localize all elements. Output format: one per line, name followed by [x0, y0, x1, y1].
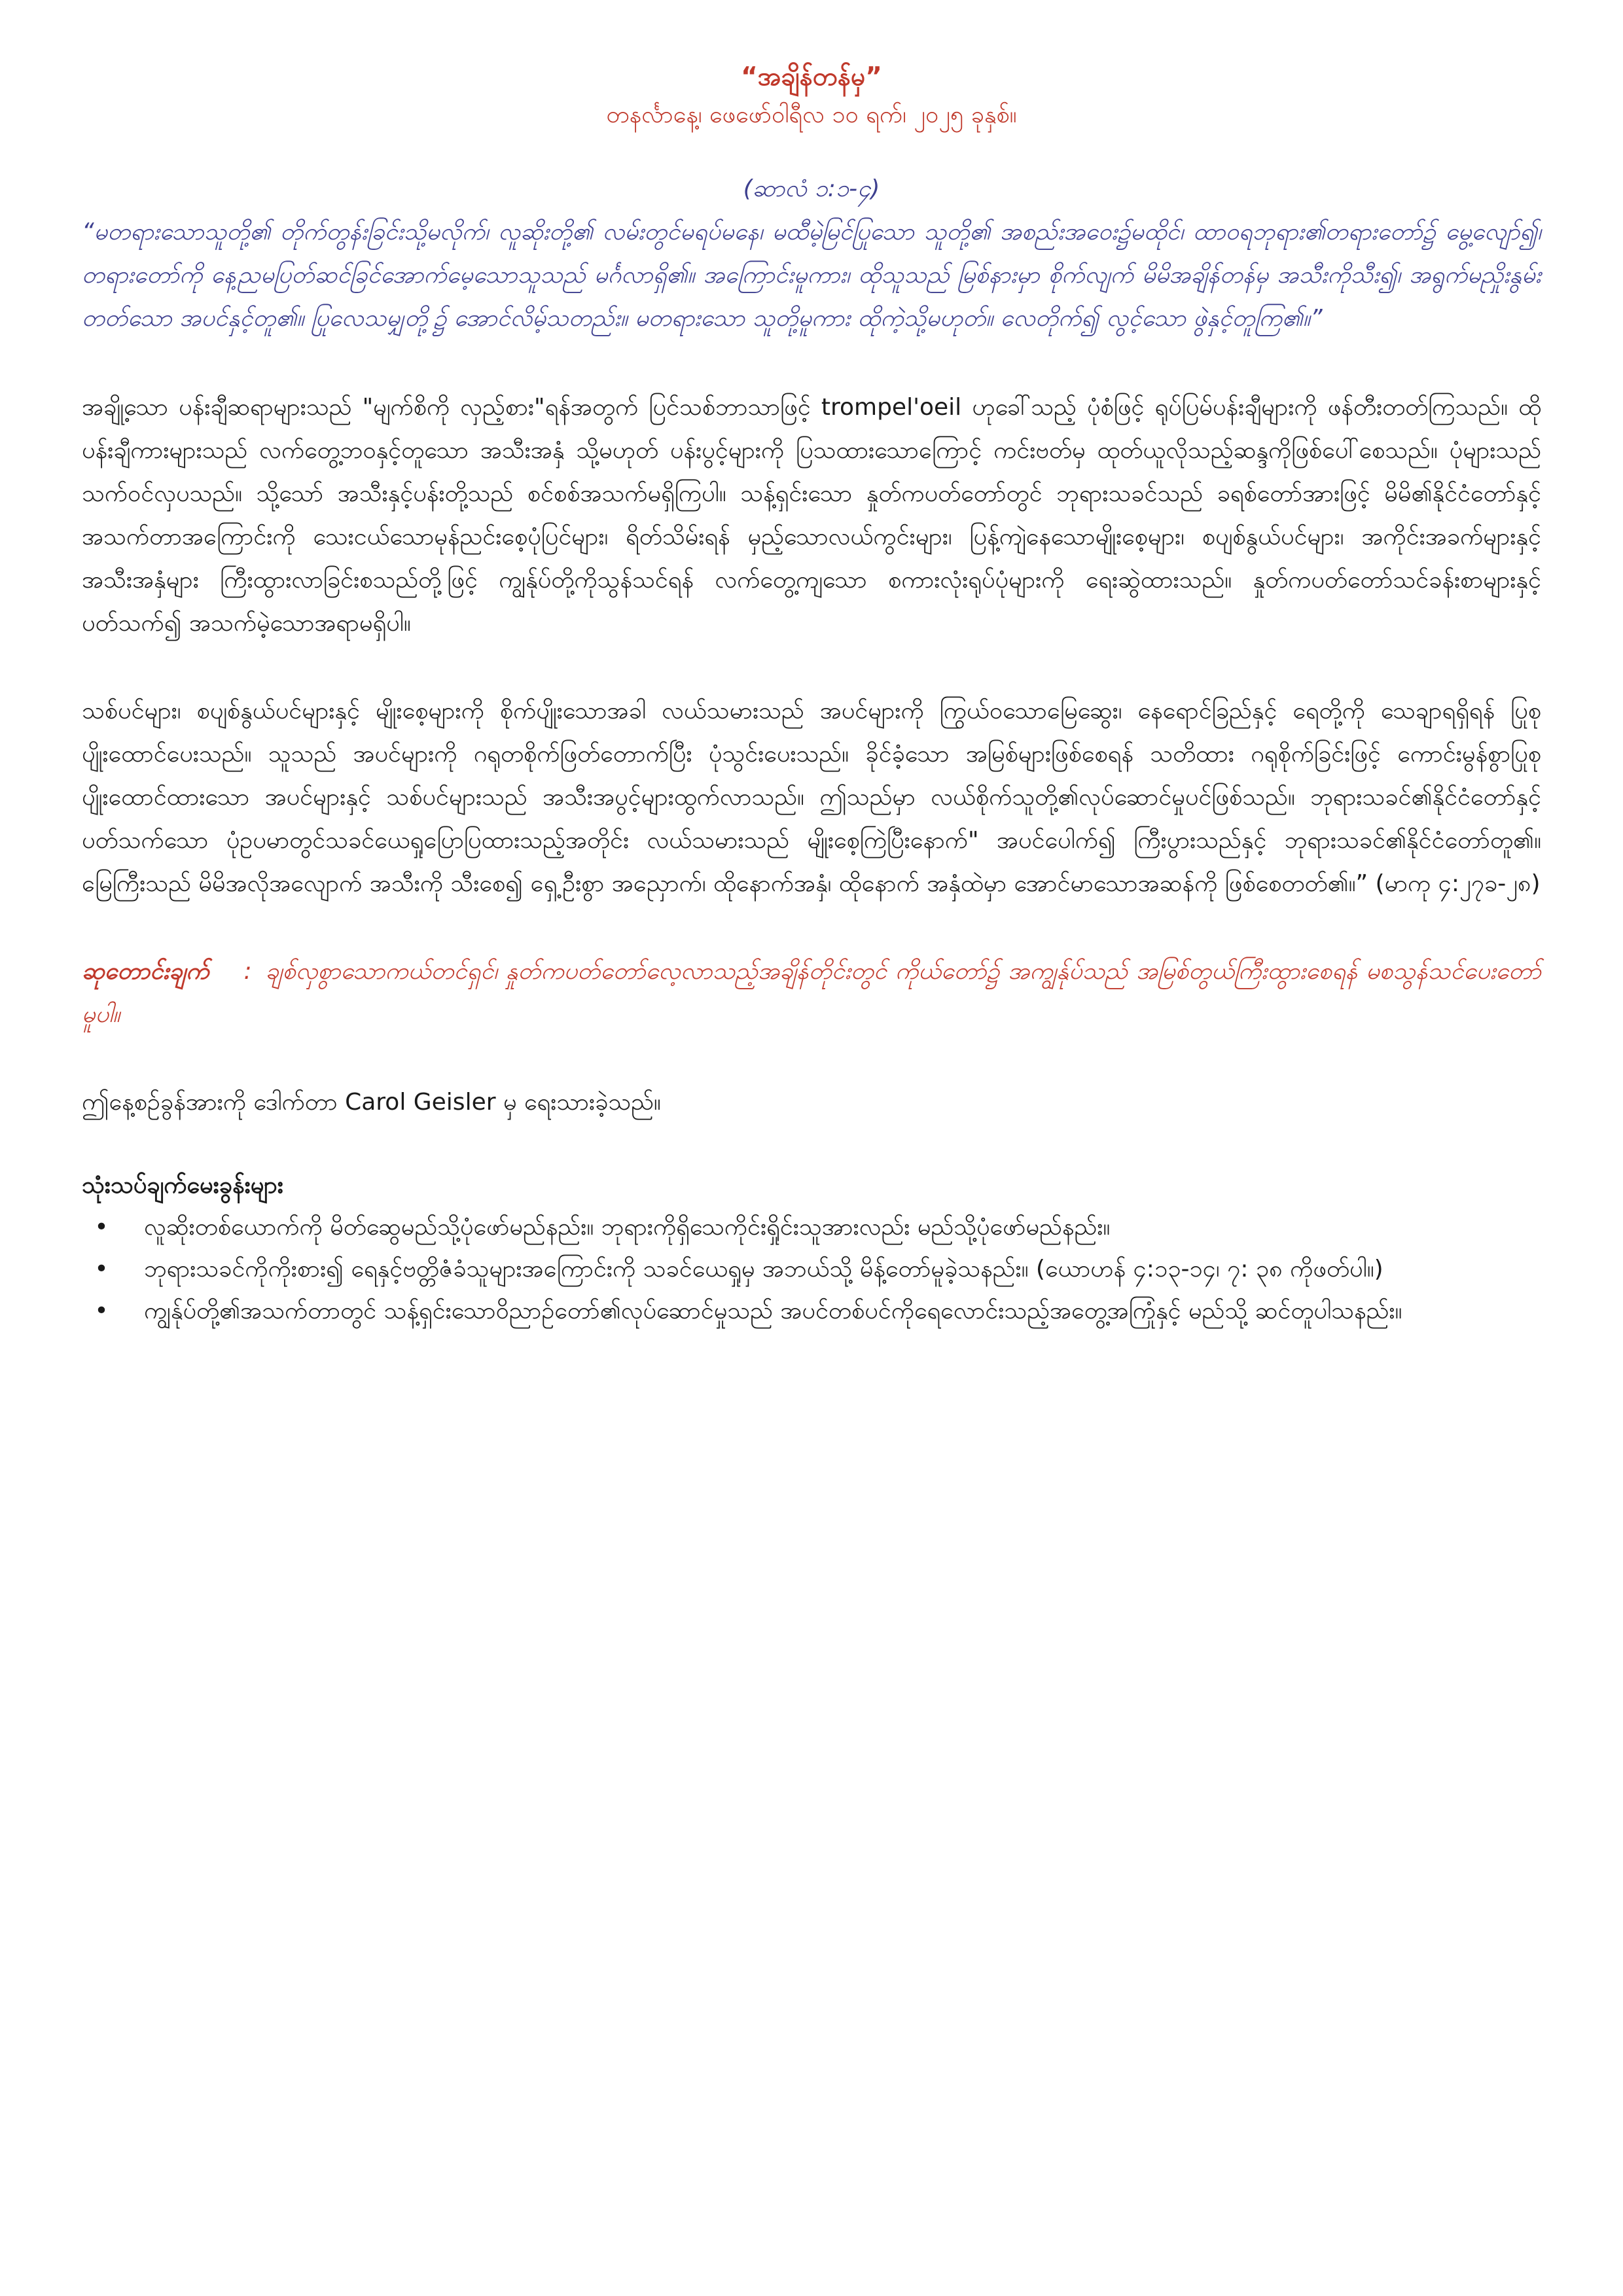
prayer-separator: : — [243, 958, 252, 985]
bullet-icon: • — [94, 1298, 109, 1324]
scripture-reference: (ဆာလံ ၁:၁-၄) — [743, 175, 880, 202]
question-text: ဘုရားသခင်ကိုကိုးစား၍ ရေနှင့်ဗတ္တိဇံခံသူများအကြောင်းကို သခင်ယေရှုမှ အဘယ်သို့ မိန့်တော်မူခဲ့သနည်း။ (ယောဟန် ၄:၁၃-၁၄၊ ၇: ၃၈ ကိုဖတ်ပါ။) — [144, 1256, 1383, 1282]
author-note: ဤနေ့စဉ်ခွန်အားကို ဒေါက်တာ Carol Geisler မှ ရေးသားခဲ့သည်။ — [82, 1089, 661, 1116]
question-text: ကျွန်ုပ်တို့၏အသက်တာတွင် သန့်ရှင်းသောဝိညာဉ်တော်၏လုပ်ဆောင်မှုသည် အပင်တစ်ပင်ကိုရေလောင်းသည့်အတွေ့အကြုံနှင့် မည်သို့ ဆင်တူပါသနည်း။ — [144, 1298, 1402, 1324]
body-paragraph-2: သစ်ပင်များ၊ စပျစ်နွယ်ပင်များနှင့် မျိုးစေ့များကို စိုက်ပျိုးသောအခါ လယ်သမားသည် အပင်များကို ကြွယ်ဝသောမြေဆွေး၊ နေရောင်ခြည်နှင့် ရေတို့ကို သေချာရရှိရန် ပြုစုပျိုးထောင်ပေးသည်။ သူသည် အပင်များကို ဂရုတစိုက်ဖြတ်တောက်ပြီး ပုံသွင်းပေးသည်။ ခိုင်ခံ့သော အမြစ်များဖြစ်စေရန် သတိထား ဂရုစိုက်ခြင်းဖြင့် ကောင်းမွန်စွာပြုစုပျိုးထောင်ထားသော အပင်များနှင့် သစ်ပင်များသည် အသီးအပွင့်များထွက်လာသည်။ ဤသည်မှာ လယ်စိုက်သူတို့၏လုပ်ဆောင်မှုပင်ဖြစ်သည်။ ဘုရားသခင်၏နိုင်ငံတော်နှင့်ပတ်သက်သော ပုံဥပမာတွင်သခင်ယေရှုပြောပြထားသည့်အတိုင်း လယ်သမားသည် မျိုးစေ့ကြဲပြီးနောက်" အပင်ပေါက်၍ ကြီးပွားသည်နှင့် ဘုရားသခင်၏နိုင်ငံတော်တူ၏။ မြေကြီးသည် မိမိအလိုအလျောက် အသီးကို သီးစေ၍ ရှေ့ဦးစွာ အညှောက်၊ ထိုနောက်အနှံ၊ ထိုနောက် အနှံထဲမှာ အောင်မာသောအဆန်ကို ဖြစ်စေတတ်၏။” (မာကု ၄:၂၇ခ-၂၈) — [82, 698, 1541, 897]
page-title: “အချိန်တန်မှ” — [741, 62, 882, 92]
questions-heading: သုံးသပ်ချက်မေးခွန်းများ — [82, 1172, 283, 1199]
questions-list — [82, 1207, 1541, 1332]
date-line: တနင်္လာနေ့၊ ဖေဖော်ဝါရီလ ၁၀ ရက်၊ ၂၀၂၅ ခုနှစ်။ — [606, 101, 1017, 128]
scripture-text: “မတရားသောသူတို့၏ တိုက်တွန်းခြင်းသို့မလိုက်၊ လူဆိုးတို့၏ လမ်းတွင်မရပ်မနေ၊ မထီမဲ့မြင်ပြုသော သူတို့၏ အစည်းအဝေး၌မထိုင်၊ ထာဝရဘုရား၏တရားတော်၌ မွေ့လျော်၍၊ တရားတော်ကို နေ့ညမပြတ်ဆင်ခြင်အောက်မေ့သောသူသည် မင်္ဂလာရှိ၏။ အကြောင်းမူကား၊ ထိုသူသည် မြစ်နားမှာ စိုက်လျက် မိမိအချိန်တန်မှ အသီးကိုသီး၍၊ အရွက်မညှိုးနွမ်းတတ်သော အပင်နှင့်တူ၏။ ပြုလေသမျှတို့၌ အောင်လိမ့်သတည်း။ မတရားသော သူတို့မူကား ထိုကဲ့သို့မဟုတ်။ လေတိုက်၍ လွင့်သော ဖွဲနှင့်တူကြ၏။” — [82, 219, 1541, 332]
question-item — [82, 1290, 1541, 1332]
body-paragraph-1: အချို့သော ပန်းချီဆရာများသည် "မျက်စိကို လှည့်စား"ရန်အတွက် ပြင်သစ်ဘာသာဖြင့် trompel'oeil ဟုခေါ်သည့် ပုံစံဖြင့် ရုပ်ပြမ်ပန်းချီများကို ဖန်တီးတတ်ကြသည်။ ထိုပန်းချီကားများသည် လက်တွေ့ဘဝနှင့်တူသော အသီးအနှံ သို့မဟုတ် ပန်းပွင့်များကို ပြသထားသောကြောင့် ကင်းဗတ်မှ ထုတ်ယူလိုသည့်ဆန္ဒကိုဖြစ်ပေါ်စေသည်။ ပုံများသည် သက်ဝင်လှပသည်။ သို့သော် အသီးနှင့်ပန်းတို့သည် စင်စစ်အသက်မရှိကြပါ။ သန့်ရှင်းသော နှုတ်ကပတ်တော်တွင် ဘုရားသခင်သည် ခရစ်တော်အားဖြင့် မိမိ၏နိုင်ငံတော်နှင့် အသက်တာအကြောင်းကို သေးငယ်သောမုန်ညင်းစေ့ပုံပြင်များ၊ ရိတ်သိမ်းရန် မှည့်သောလယ်ကွင်းများ၊ ပြန့်ကျဲနေသောမျိုးစေ့များ၊ စပျစ်နွယ်ပင်များ၊ အကိုင်းအခက်များနှင့် အသီးအနှံများ ကြီးထွားလာခြင်းစသည်တို့ဖြင့် ကျွန်ုပ်တို့ကိုသွန်သင်ရန် လက်တွေ့ကျသော စကားလုံးရုပ်ပုံများကို ရေးဆွဲထားသည်။ နှုတ်ကပတ်တော်သင်ခန်းစာများနှင့် ပတ်သက်၍ အသက်မဲ့သောအရာမရှိပါ။ — [82, 394, 1541, 637]
bullet-icon: • — [94, 1214, 109, 1241]
prayer-label: ဆုတောင်းချက် — [82, 958, 209, 985]
question-item — [82, 1207, 1541, 1248]
question-item — [82, 1248, 1541, 1290]
question-text: လူဆိုးတစ်ယောက်ကို မိတ်ဆွေမည်သို့ပုံဖော်မည်နည်း။ ဘုရားကိုရှိသေကိုင်းရှိုင်းသူအားလည်း မည်သို့ပုံဖော်မည်နည်း။ — [144, 1214, 1111, 1241]
prayer-text: ချစ်လှစွာသောကယ်တင်ရှင်၊ နှုတ်ကပတ်တော်လေ့လာသည့်အချိန်တိုင်းတွင် ကိုယ်တော်၌ အကျွန်ုပ်သည် အမြစ်တွယ်ကြီးထွားစေရန် မစသွန်သင်ပေးတော်မူပါ။ — [82, 958, 1541, 1028]
bullet-icon: • — [94, 1256, 109, 1282]
prayer-block — [82, 950, 1541, 1036]
